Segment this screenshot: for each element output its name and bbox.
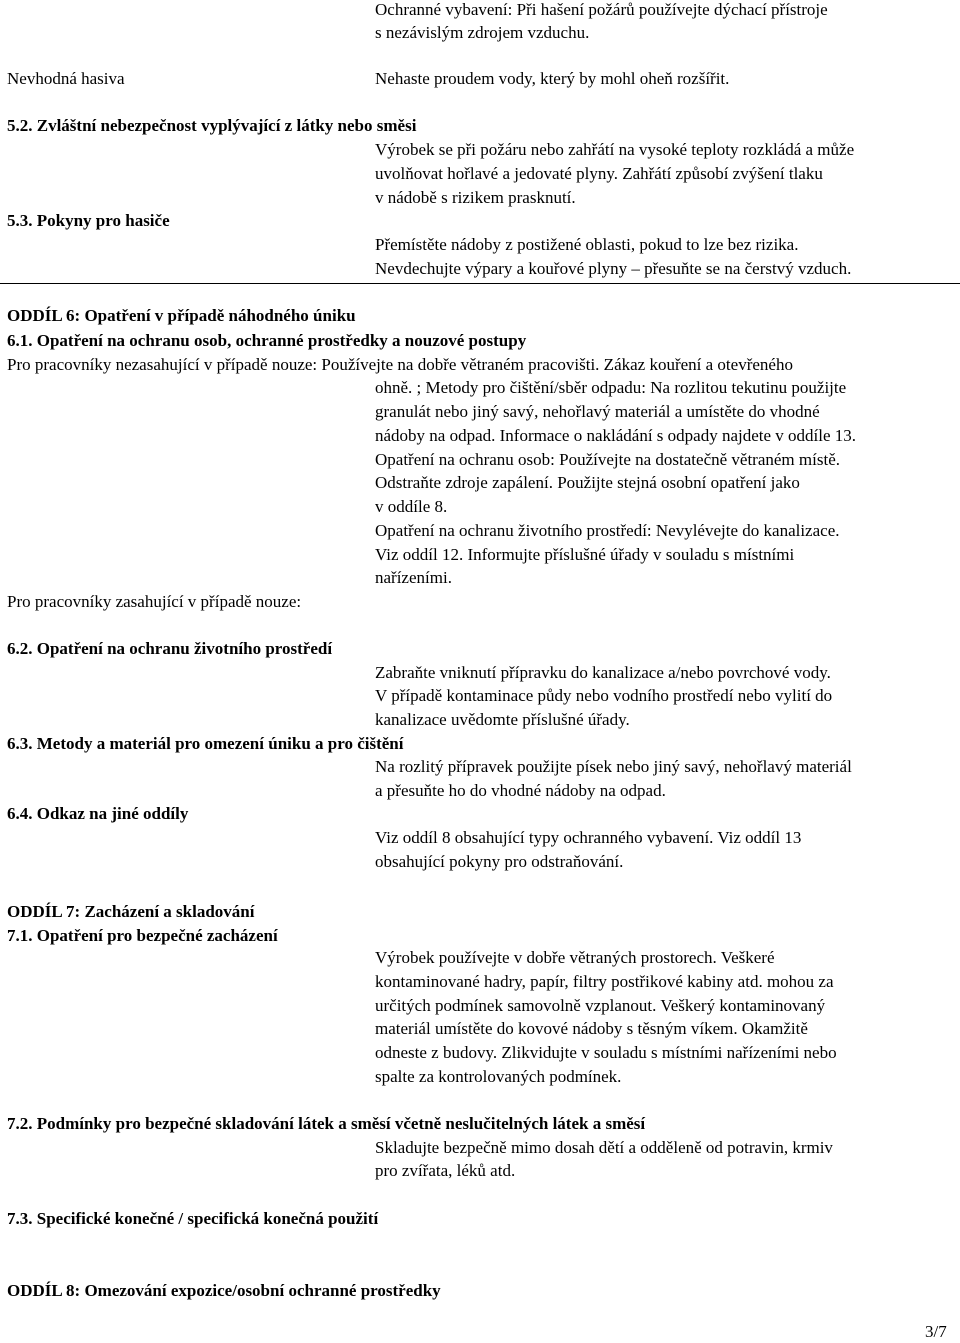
subsection-7-1-line-6: spalte za kontrolovaných podmínek. — [375, 1067, 622, 1086]
subsection-7-2-heading: 7.2. Podmínky pro bezpečné skladování látek a směsí včetně neslučitelných látek a směsí — [7, 1114, 646, 1133]
subsection-6-1-line-2: ohně. ; Metody pro čištění/sběr odpadu: Na rozlitou tekutinu použijte — [375, 378, 847, 397]
section-7-title: ODDÍL 7: Zacházení a skladování — [7, 902, 255, 921]
subsection-7-1-heading: 7.1. Opatření pro bezpečné zacházení — [7, 926, 278, 945]
subsection-7-2-line-2: pro zvířata, léků atd. — [375, 1161, 516, 1180]
subsection-7-1-line-2: kontaminované hadry, papír, filtry postřikové kabiny atd. mohou za — [375, 972, 834, 991]
subsection-6-2-line-1: Zabraňte vniknutí přípravku do kanalizace a/nebo povrchové vody. — [375, 663, 831, 682]
subsection-6-1-line-5: Opatření na ochranu osob: Používejte na dostatečně větraném místě. — [375, 450, 840, 469]
subsection-6-4-line-1: Viz oddíl 8 obsahující typy ochranného vybavení. Viz oddíl 13 — [375, 828, 802, 847]
subsection-5-3-line-1: Přemístěte nádoby z postižené oblasti, pokud to lze bez rizika. — [375, 235, 799, 254]
subsection-7-1-line-4: materiál umístěte do kovové nádoby s těsným víkem. Okamžitě — [375, 1019, 808, 1038]
unsuitable-extinguishers-text: Nehaste proudem vody, který by mohl oheň rozšířit. — [375, 69, 730, 88]
protective-equipment-line-1: Ochranné vybavení: Při hašení požárů používejte dýchací přístroje — [375, 0, 828, 19]
subsection-6-4-heading: 6.4. Odkaz na jiné oddíly — [7, 804, 189, 823]
subsection-6-1-line-1: Pro pracovníky nezasahující v případě nouze: Používejte na dobře větraném pracovišti. Zákaz kouření a otevřeného — [7, 355, 793, 374]
page-number: 3/7 — [925, 1322, 947, 1341]
section-6-title: ODDÍL 6: Opatření v případě náhodného úniku — [7, 306, 356, 325]
subsection-5-2-heading: 5.2. Zvláštní nebezpečnost vyplývající z látky nebo směsi — [7, 116, 417, 135]
unsuitable-extinguishers-label: Nevhodná hasiva — [7, 69, 125, 88]
subsection-7-2-line-1: Skladujte bezpečně mimo dosah dětí a odděleně od potravin, krmiv — [375, 1138, 833, 1157]
emergency-responders-label: Pro pracovníky zasahující v případě nouze: — [7, 592, 302, 611]
subsection-6-1-line-7: v oddíle 8. — [375, 497, 448, 516]
subsection-6-3-line-2: a přesuňte ho do vhodné nádoby na odpad. — [375, 781, 666, 800]
subsection-6-3-heading: 6.3. Metody a materiál pro omezení úniku a pro čištění — [7, 734, 404, 753]
section-divider — [0, 283, 960, 284]
subsection-6-1-line-3: granulát nebo jiný savý, nehořlavý materiál a umístěte do vhodné — [375, 402, 820, 421]
subsection-5-2-line-2: uvolňovat hořlavé a jedovaté plyny. Zahřátí způsobí zvýšení tlaku — [375, 164, 823, 183]
subsection-6-1-line-4: nádoby na odpad. Informace o nakládání s odpady najdete v oddíle 13. — [375, 426, 857, 445]
subsection-6-2-line-3: kanalizace uvědomte příslušné úřady. — [375, 710, 630, 729]
subsection-6-3-line-1: Na rozlitý přípravek použijte písek nebo jiný savý, nehořlavý materiál — [375, 757, 852, 776]
subsection-6-1-line-10: nařízeními. — [375, 568, 452, 587]
subsection-7-1-line-3: určitých podmínek samovolně vzplanout. Veškerý kontaminovaný — [375, 996, 826, 1015]
subsection-6-1-line-6: Odstraňte zdroje zapálení. Použijte stejná osobní opatření jako — [375, 473, 800, 492]
protective-equipment-line-2: s nezávislým zdrojem vzduchu. — [375, 23, 590, 42]
subsection-6-2-line-2: V případě kontaminace půdy nebo vodního prostředí nebo vylití do — [375, 686, 833, 705]
subsection-7-1-line-1: Výrobek používejte v dobře větraných prostorech. Veškeré — [375, 948, 775, 967]
subsection-5-3-heading: 5.3. Pokyny pro hasiče — [7, 211, 170, 230]
subsection-6-1-line-8: Opatření na ochranu životního prostředí: Nevylévejte do kanalizace. — [375, 521, 840, 540]
subsection-6-1-line-9: Viz oddíl 12. Informujte příslušné úřady v souladu s místními — [375, 545, 795, 564]
subsection-5-3-line-2: Nevdechujte výpary a kouřové plyny – přesuňte se na čerstvý vzduch. — [375, 259, 852, 278]
subsection-5-2-line-3: v nádobě s rizikem prasknutí. — [375, 188, 576, 207]
subsection-6-2-heading: 6.2. Opatření na ochranu životního prostředí — [7, 639, 333, 658]
subsection-5-2-line-1: Výrobek se při požáru nebo zahřátí na vysoké teploty rozkládá a může — [375, 140, 855, 159]
section-8-title: ODDÍL 8: Omezování expozice/osobní ochranné prostředky — [7, 1281, 441, 1300]
subsection-7-1-line-5: odneste z budovy. Zlikvidujte v souladu s místními nařízeními nebo — [375, 1043, 837, 1062]
subsection-6-4-line-2: obsahující pokyny pro odstraňování. — [375, 852, 624, 871]
subsection-7-3-heading: 7.3. Specifické konečné / specifická konečná použití — [7, 1209, 379, 1228]
subsection-6-1-heading: 6.1. Opatření na ochranu osob, ochranné prostředky a nouzové postupy — [7, 331, 527, 350]
